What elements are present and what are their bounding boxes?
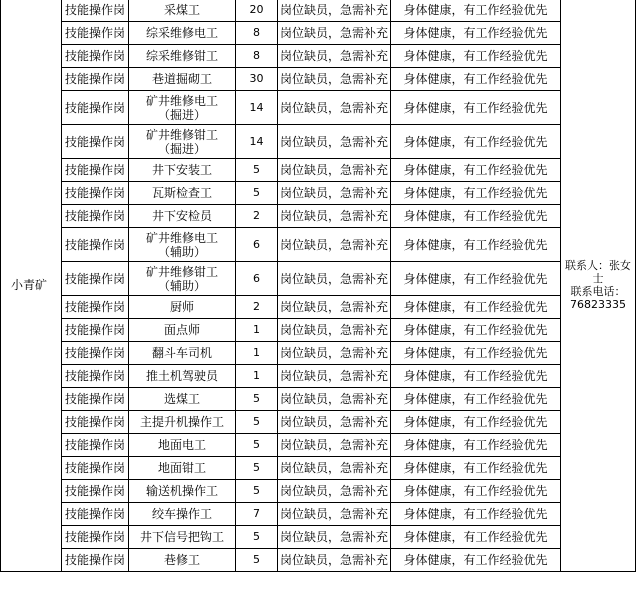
position-cell: 地面电工 [129,434,236,457]
table-row [1,91,636,125]
category-cell: 技能操作岗 [62,434,129,457]
position-cell: 井下安装工 [129,159,236,182]
reason-cell: 岗位缺员，急需补充 [278,182,391,205]
reason-cell: 岗位缺员，急需补充 [278,45,391,68]
category-cell: 技能操作岗 [62,125,129,159]
position-cell: 地面钳工 [129,457,236,480]
category-cell: 技能操作岗 [62,228,129,262]
reason-cell: 岗位缺员，急需补充 [278,296,391,319]
table-row [1,526,636,549]
count-cell: 5 [236,457,278,480]
table-row [1,434,636,457]
category-cell: 技能操作岗 [62,182,129,205]
table-row [1,457,636,480]
position-cell: 输送机操作工 [129,480,236,503]
category-cell: 技能操作岗 [62,159,129,182]
table-row [1,0,636,22]
table-row [1,45,636,68]
condition-cell: 身体健康，有工作经验优先 [391,526,561,549]
category-cell: 技能操作岗 [62,549,129,572]
count-cell: 20 [236,0,278,22]
category-cell: 技能操作岗 [62,388,129,411]
position-cell: 巷修工 [129,549,236,572]
table-row [1,205,636,228]
count-cell: 5 [236,549,278,572]
condition-cell: 身体健康，有工作经验优先 [391,228,561,262]
category-cell: 技能操作岗 [62,365,129,388]
condition-cell: 身体健康，有工作经验优先 [391,434,561,457]
count-cell: 5 [236,159,278,182]
position-cell: 瓦斯检查工 [129,182,236,205]
reason-cell: 岗位缺员，急需补充 [278,549,391,572]
position-cell: 井下安检员 [129,205,236,228]
condition-cell: 身体健康，有工作经验优先 [391,549,561,572]
category-cell: 技能操作岗 [62,480,129,503]
table-row [1,68,636,91]
position-cell: 厨师 [129,296,236,319]
condition-cell: 身体健康，有工作经验优先 [391,45,561,68]
table-row [1,22,636,45]
reason-cell: 岗位缺员，急需补充 [278,526,391,549]
category-cell: 技能操作岗 [62,22,129,45]
category-cell: 技能操作岗 [62,526,129,549]
category-cell: 技能操作岗 [62,45,129,68]
condition-cell: 身体健康，有工作经验优先 [391,22,561,45]
reason-cell: 岗位缺员，急需补充 [278,480,391,503]
condition-cell: 身体健康，有工作经验优先 [391,296,561,319]
contact-phone-label: 联系电话： [570,285,626,298]
count-cell: 30 [236,68,278,91]
position-cell: 面点师 [129,319,236,342]
contact-phone: 76823335 [570,298,626,311]
reason-cell: 岗位缺员，急需补充 [278,411,391,434]
table-row [1,319,636,342]
count-cell: 5 [236,411,278,434]
reason-cell: 岗位缺员，急需补充 [278,503,391,526]
condition-cell: 身体健康，有工作经验优先 [391,319,561,342]
reason-cell: 岗位缺员，急需补充 [278,457,391,480]
count-cell: 14 [236,125,278,159]
category-cell: 技能操作岗 [62,68,129,91]
table-body [1,0,636,572]
condition-cell: 身体健康，有工作经验优先 [391,457,561,480]
condition-cell: 身体健康，有工作经验优先 [391,365,561,388]
count-cell: 5 [236,434,278,457]
count-cell: 2 [236,205,278,228]
position-cell: 矿井维修钳工 （掘进） [129,125,236,159]
contact-person: 联系人：张女士 [565,259,631,285]
count-cell: 5 [236,388,278,411]
table-row [1,411,636,434]
position-cell: 主提升机操作工 [129,411,236,434]
position-cell: 矿井维修电工 （辅助） [129,228,236,262]
position-cell: 矿井维修电工 （掘进） [129,91,236,125]
position-cell: 综采维修电工 [129,22,236,45]
count-cell: 5 [236,182,278,205]
category-cell: 技能操作岗 [62,319,129,342]
condition-cell: 身体健康，有工作经验优先 [391,182,561,205]
table-row [1,503,636,526]
condition-cell: 身体健康，有工作经验优先 [391,125,561,159]
condition-cell: 身体健康，有工作经验优先 [391,68,561,91]
table-row [1,342,636,365]
count-cell: 1 [236,319,278,342]
table-row [1,480,636,503]
count-cell: 5 [236,526,278,549]
category-cell: 技能操作岗 [62,503,129,526]
count-cell: 1 [236,365,278,388]
count-cell: 8 [236,45,278,68]
condition-cell: 身体健康，有工作经验优先 [391,388,561,411]
category-cell: 技能操作岗 [62,205,129,228]
table-row [1,182,636,205]
condition-cell: 身体健康，有工作经验优先 [391,91,561,125]
category-cell: 技能操作岗 [62,457,129,480]
table-row [1,228,636,262]
category-cell: 技能操作岗 [62,0,129,22]
position-cell: 综采维修钳工 [129,45,236,68]
reason-cell: 岗位缺员，急需补充 [278,91,391,125]
condition-cell: 身体健康，有工作经验优先 [391,411,561,434]
reason-cell: 岗位缺员，急需补充 [278,342,391,365]
condition-cell: 身体健康，有工作经验优先 [391,262,561,296]
condition-cell: 身体健康，有工作经验优先 [391,159,561,182]
count-cell: 6 [236,262,278,296]
count-cell: 5 [236,480,278,503]
count-cell: 1 [236,342,278,365]
reason-cell: 岗位缺员，急需补充 [278,68,391,91]
position-cell: 井下信号把钩工 [129,526,236,549]
category-cell: 技能操作岗 [62,411,129,434]
reason-cell: 岗位缺员，急需补充 [278,159,391,182]
count-cell: 6 [236,228,278,262]
table-row [1,388,636,411]
table-row [1,296,636,319]
category-cell: 技能操作岗 [62,296,129,319]
count-cell: 2 [236,296,278,319]
position-cell: 巷道掘砌工 [129,68,236,91]
condition-cell: 身体健康，有工作经验优先 [391,342,561,365]
position-cell: 采煤工 [129,0,236,22]
reason-cell: 岗位缺员，急需补充 [278,388,391,411]
contact-cell [561,0,636,572]
condition-cell: 身体健康，有工作经验优先 [391,0,561,22]
position-cell: 推土机驾驶员 [129,365,236,388]
table-row [1,159,636,182]
position-cell: 绞车操作工 [129,503,236,526]
table-row [1,262,636,296]
reason-cell: 岗位缺员，急需补充 [278,365,391,388]
position-cell: 矿井维修钳工 （辅助） [129,262,236,296]
category-cell: 技能操作岗 [62,262,129,296]
category-cell: 技能操作岗 [62,91,129,125]
condition-cell: 身体健康，有工作经验优先 [391,480,561,503]
reason-cell: 岗位缺员，急需补充 [278,434,391,457]
reason-cell: 岗位缺员，急需补充 [278,228,391,262]
position-cell: 选煤工 [129,388,236,411]
reason-cell: 岗位缺员，急需补充 [278,125,391,159]
reason-cell: 岗位缺员，急需补充 [278,319,391,342]
reason-cell: 岗位缺员，急需补充 [278,205,391,228]
reason-cell: 岗位缺员，急需补充 [278,262,391,296]
reason-cell: 岗位缺员，急需补充 [278,22,391,45]
count-cell: 7 [236,503,278,526]
reason-cell: 岗位缺员，急需补充 [278,0,391,22]
table-row [1,125,636,159]
category-cell: 技能操作岗 [62,342,129,365]
mine-name-cell: 小青矿 [1,0,62,572]
count-cell: 8 [236,22,278,45]
table-row [1,365,636,388]
position-cell: 翻斗车司机 [129,342,236,365]
table-row [1,549,636,572]
condition-cell: 身体健康，有工作经验优先 [391,503,561,526]
count-cell: 14 [236,91,278,125]
condition-cell: 身体健康，有工作经验优先 [391,205,561,228]
